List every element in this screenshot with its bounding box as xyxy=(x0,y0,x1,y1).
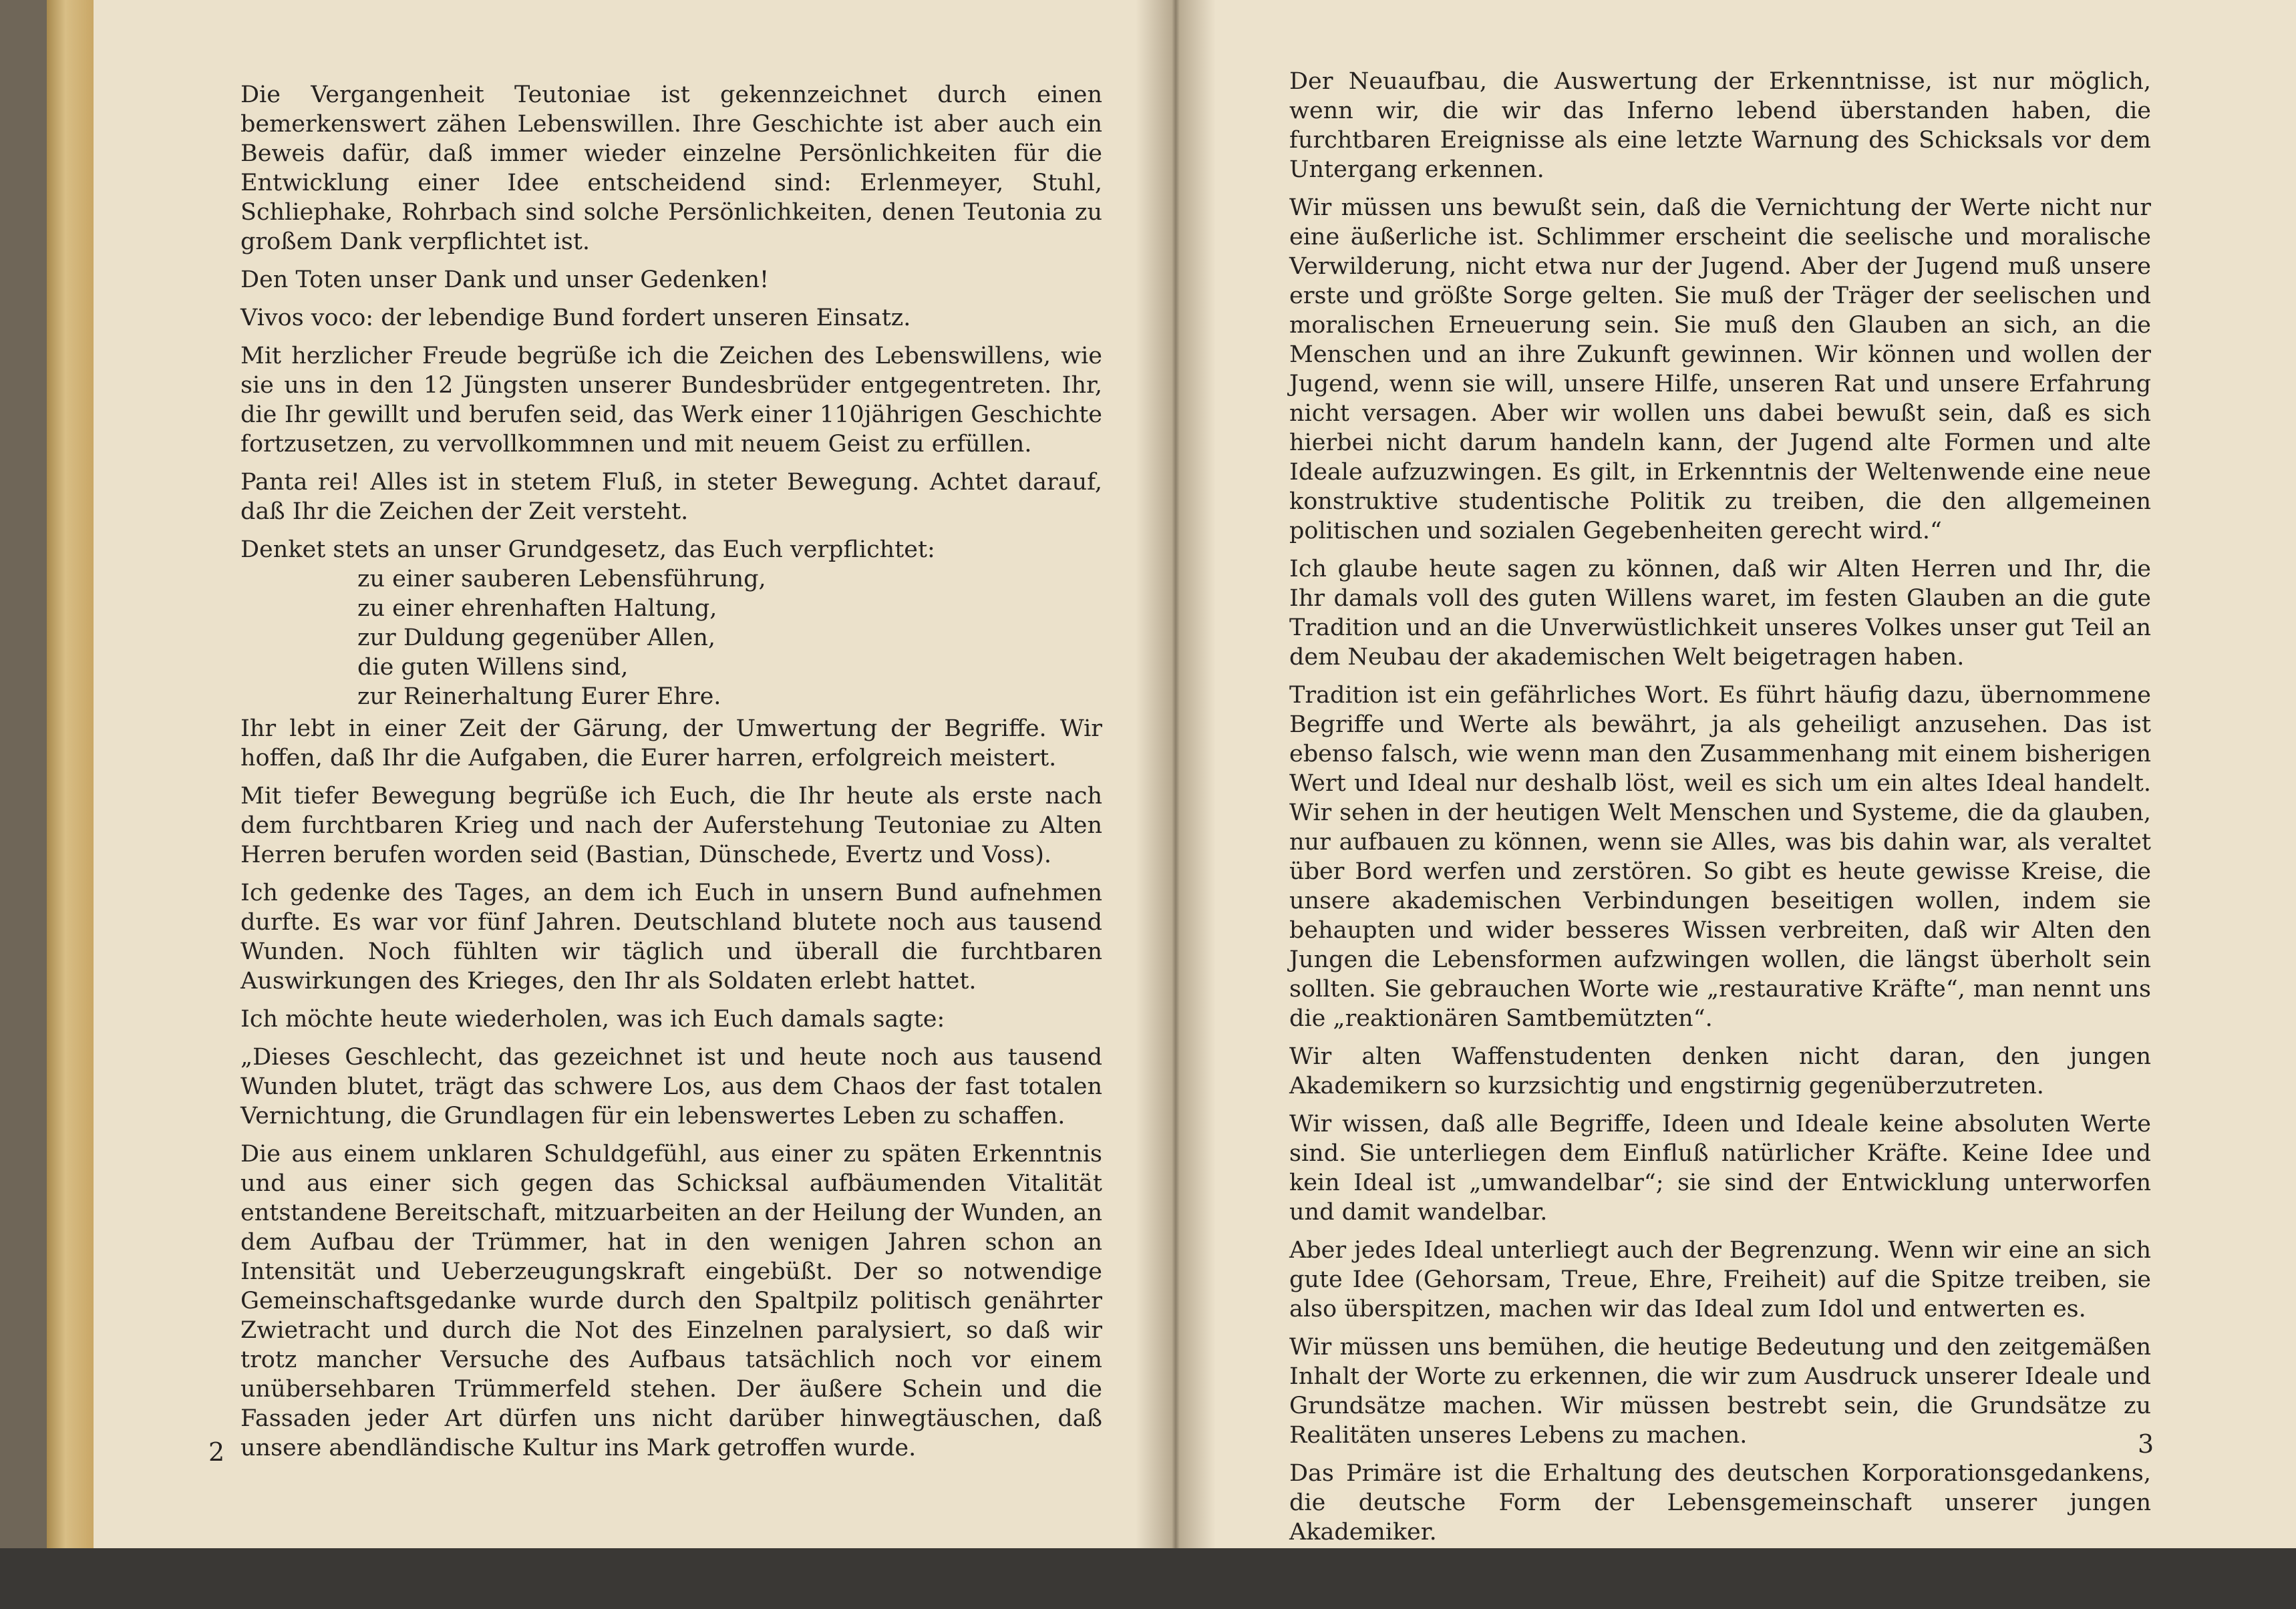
left-page-text xyxy=(240,80,1102,1471)
paragraph: Aber jedes Ideal unterliegt auch der Begrenzung. Wenn wir eine an sich gute Idee (Gehorsam, Treue, Ehre, Freiheit) auf die Spitze treiben, sie also überspitzen, machen wir das Ideal zum Idol und entwerten es. xyxy=(1289,1237,2151,1322)
verse-line: zu einer sauberen Lebensführung, xyxy=(357,566,766,592)
paragraph: „Dieses Geschlecht, das gezeichnet ist und heute noch aus tausend Wunden blutet, trägt das schwere Los, aus dem Chaos der fast totalen Vernichtung, die Grundlagen für ein lebenswertes Leben zu schaffen. xyxy=(240,1044,1102,1129)
paragraph: Die aus einem unklaren Schuldgefühl, aus einer zu späten Erkenntnis und aus einer sich gegen das Schicksal aufbäumenden Vitalität entstandene Bereitschaft, mitzuarbeiten an der Heilung der Wunden, an dem Aufbau der Trümmer, hat in den wenigen Jahren schon an Intensität und Ueberzeugungskraft eingebüßt. Der so notwendige Gemeinschaftsgedanke wurde durch den Spaltpilz politisch genährter Zwietracht und durch die Not des Einzelnen paralysiert, so daß wir trotz mancher Versuche des Aufbaus tatsächlich noch vor einem unübersehbaren Trümmerfeld stehen. Der äußere Schein und die Fassaden jeder Art dürfen uns nicht darüber hinwegtäuschen, daß unsere abendländische Kultur ins Mark getroffen wurde. xyxy=(240,1141,1102,1461)
paragraph: Denket stets an unser Grundgesetz, das Euch verpflichtet: xyxy=(240,536,935,563)
paragraph: Das Primäre ist die Erhaltung des deutschen Korporationsgedankens, die deutsche Form der Lebensgemeinschaft unserer jungen Akademiker. xyxy=(1289,1460,2151,1546)
paragraph: Ich glaube heute sagen zu können, daß wir Alten Herren und Ihr, die Ihr damals voll des guten Willens waret, im festen Glauben an die gute Tradition und an die Unverwüstlichkeit unseres Volkes unser gut Teil an dem Neubau der akademischen Welt beigetragen haben. xyxy=(1289,556,2151,671)
verse-line: zu einer ehrenhaften Haltung, xyxy=(357,595,717,622)
verse-line: die guten Willens sind, xyxy=(357,654,629,681)
paragraph: Wir wissen, daß alle Begriffe, Ideen und Ideale keine absoluten Werte sind. Sie unterliegen dem Einfluß natürlicher Kräfte. Keine Idee und kein Ideal ist „umwandelbar“; sie sind der Entwicklung unterworfen und damit wandelbar. xyxy=(1289,1111,2151,1226)
paragraph: Den Toten unser Dank und unser Gedenken! xyxy=(240,266,770,293)
paragraph: Der Neuaufbau, die Auswertung der Erkenntnisse, ist nur möglich, wenn wir, die wir das Inferno lebend überstanden haben, die furchtbaren Ereignisse als eine letzte Warnung des Schicksals vor dem Untergang erkennen. xyxy=(1289,68,2151,183)
paragraph: Panta rei! Alles ist in stetem Fluß, in steter Bewegung. Achtet darauf, daß Ihr die Zeichen der Zeit versteht. xyxy=(240,469,1102,525)
paragraph: Die Vergangenheit Teutoniae ist gekennzeichnet durch einen bemerkenswert zähen Lebenswillen. Ihre Geschichte ist aber auch ein Beweis dafür, daß immer wieder einzelne Persönlichkeiten für die Entwicklung einer Idee entscheidend sind: Erlenmeyer, Stuhl, Schliephake, Rohrbach sind solche Persönlichkeiten, denen Teutonia zu großem Dank verpflichtet ist. xyxy=(240,81,1102,255)
paragraph: Vivos voco: der lebendige Bund fordert unseren Einsatz. xyxy=(240,305,911,331)
paragraph: Ihr lebt in einer Zeit der Gärung, der Umwertung der Begriffe. Wir hoffen, daß Ihr die Aufgaben, die Eurer harren, erfolgreich meistert. xyxy=(240,715,1102,771)
paragraph: Wir müssen uns bewußt sein, daß die Vernichtung der Werte nicht nur eine äußerliche ist. Schlimmer erscheint die seelische und moralische Verwilderung, nicht etwa nur der Jugend. Aber der Jugend muß unsere erste und größte Sorge gelten. Sie muß der Träger der seelischen und moralischen Erneuerung sein. Sie muß den Glauben an sich, an die Menschen und an ihre Zukunft gewinnen. Wir können und wollen der Jugend, wenn sie will, unsere Hilfe, unseren Rat und unsere Erfahrung nicht versagen. Aber wir wollen uns dabei bewußt sein, daß es sich hierbei nicht darum handeln kann, der Jugend alte Formen und alte Ideale aufzuzwingen. Es gilt, in Erkenntnis der Weltenwende eine neue konstruktive studentische Politik zu treiben, die den allgemeinen politischen und sozialen Gegebenheiten gerecht wird.“ xyxy=(1289,194,2151,544)
paragraph: Mit herzlicher Freude begrüße ich die Zeichen des Lebenswillens, wie sie uns in den 12 Jüngsten unserer Bundesbrüder entgegentreten. Ihr, die Ihr gewillt und berufen seid, das Werk einer 110jährigen Geschichte fortzusetzen, zu vervollkommnen und mit neuem Geist zu erfüllen. xyxy=(240,343,1102,458)
paragraph: Ich möchte heute wiederholen, was ich Euch damals sagte: xyxy=(240,1006,945,1033)
page-number-left: 2 xyxy=(208,1437,225,1467)
paragraph: Ich gedenke des Tages, an dem ich Euch in unsern Bund aufnehmen durfte. Es war vor fünf Jahren. Deutschland blutete noch aus tausend Wunden. Noch fühlten wir täglich und überall die furchtbaren Auswirkungen des Krieges, den Ihr als Soldaten erlebt hattet. xyxy=(240,880,1102,995)
page-number-right: 3 xyxy=(2138,1429,2154,1459)
paragraph: Wir alten Waffenstudenten denken nicht daran, den jungen Akademikern so kurzsichtig und engstirnig gegenüberzutreten. xyxy=(1289,1043,2151,1099)
verse-line: zur Duldung gegenüber Allen, xyxy=(357,624,715,651)
paragraph: Mit tiefer Bewegung begrüße ich Euch, die Ihr heute als erste nach dem furchtbaren Krieg und nach der Auferstehung Teutoniae zu Alten Herren berufen worden seid (Bastian, Dünschede, Evertz und Voss). xyxy=(240,783,1102,868)
book-gutter xyxy=(1136,0,1216,1548)
background-strip xyxy=(0,1548,2296,1609)
verse-line: zur Reinerhaltung Eurer Ehre. xyxy=(357,683,721,710)
right-page-text xyxy=(1289,67,2151,1556)
paragraph: Tradition ist ein gefährliches Wort. Es führt häufig dazu, übernommene Begriffe und Werte als bewährt, ja als geheiligt anzusehen. Das ist ebenso falsch, wie wenn man den Zusammenhang mit einem bisherigen Wert und Ideal nur deshalb löst, weil es sich um ein altes Ideal handelt. Wir sehen in der heutigen Welt Menschen und Systeme, die da glauben, nur aufbauen zu können, wenn sie Alles, was bis dahin war, als veraltet über Bord werfen und zerstören. So gibt es heute gewisse Kreise, die unsere akademischen Verbindungen beseitigen wollen, indem sie behaupten und wider besseres Wissen verbreiten, daß wir Alten den Jungen die Lebensformen aufzwingen wollen, die längst überholt sein sollten. Sie gebrauchen Worte wie „restaurative Kräfte“, man nennt uns die „reaktionären Samtbemützten“. xyxy=(1289,682,2151,1032)
paragraph: Wir müssen uns bemühen, die heutige Bedeutung und den zeitgemäßen Inhalt der Worte zu erkennen, die wir zum Ausdruck unserer Ideale und Grundsätze machen. Wir müssen bestrebt sein, die Grundsätze zu Realitäten unseres Lebens zu machen. xyxy=(1289,1334,2151,1449)
grundgesetz-verse xyxy=(240,564,1102,711)
